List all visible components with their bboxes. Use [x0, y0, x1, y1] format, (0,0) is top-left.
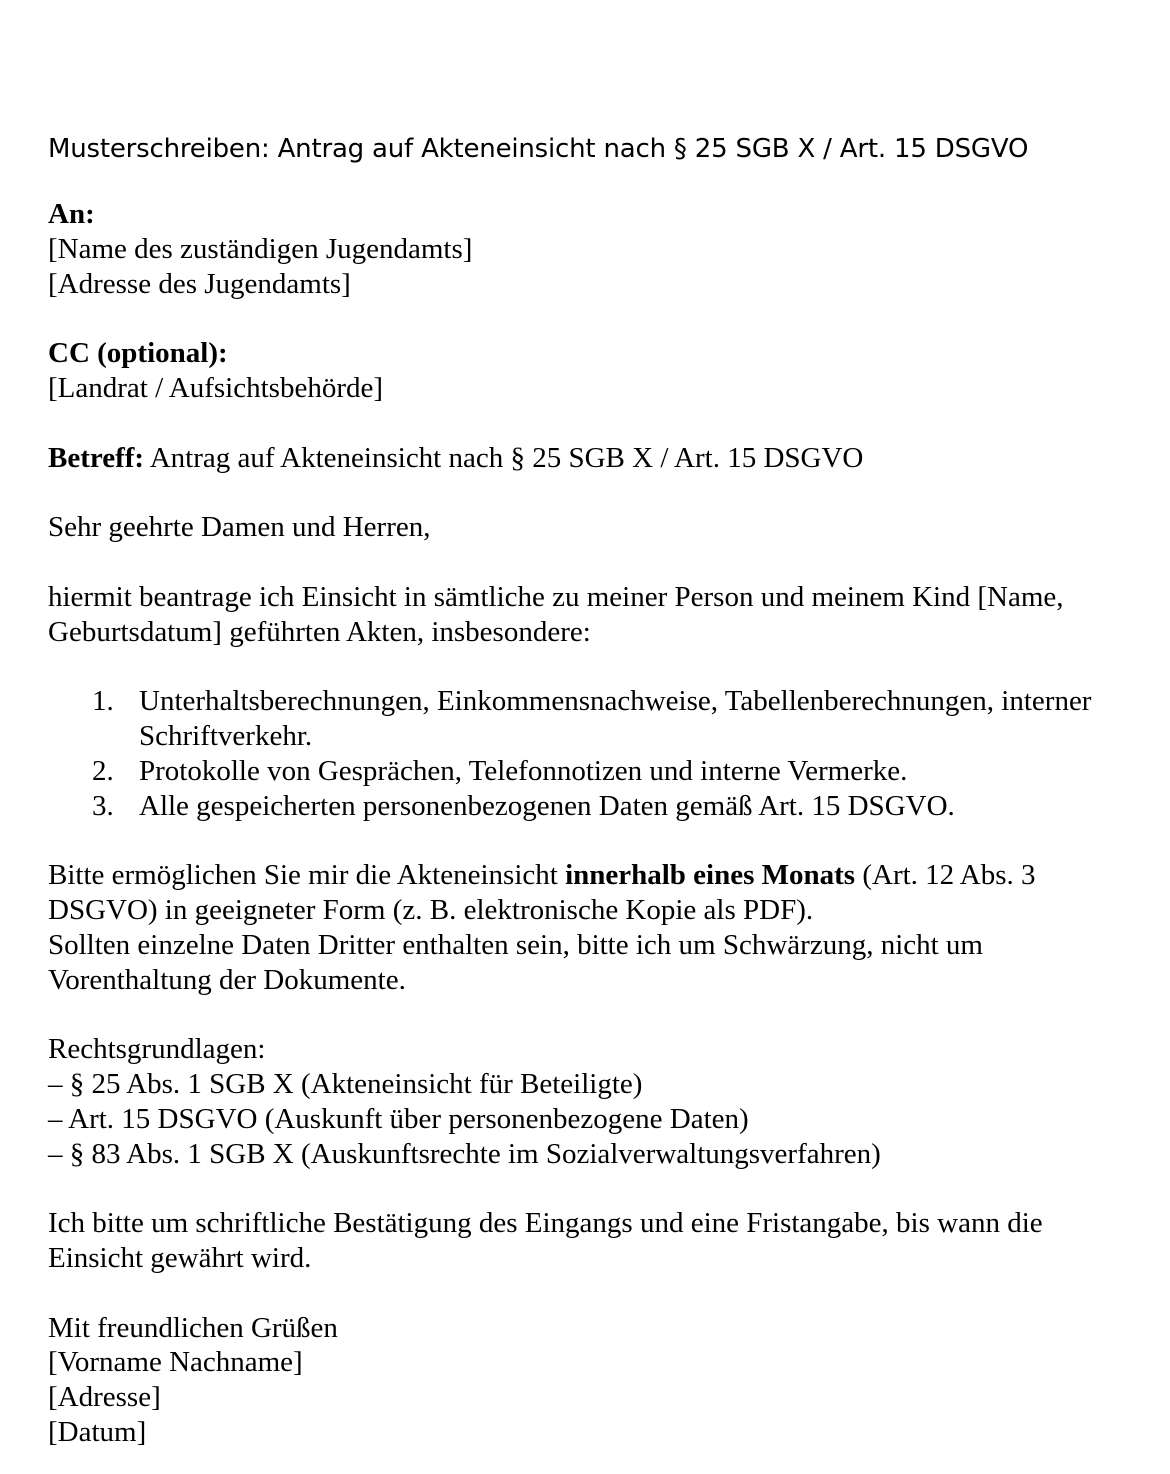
letter-body: [48, 172, 1148, 1450]
request-line: Sollten einzelne Daten Dritter enthalten sein, bitte ich um Schwärzung, nicht um: [48, 928, 983, 961]
legal-basis-label: Rechtsgrundlagen:: [48, 1033, 266, 1066]
document-title: Musterschreiben: Antrag auf Akteneinsicht nach § 25 SGB X / Art. 15 DSGVO: [48, 134, 1029, 164]
list-item: [48, 684, 1148, 754]
request-line: Vorenthaltung der Dokumente.: [48, 963, 406, 996]
request-paragraph: [48, 858, 1148, 997]
closing-greeting: Mit freundlichen Grüßen: [48, 1311, 338, 1344]
request-text: Bitte ermöglichen Sie mir die Akteneinsicht: [48, 859, 566, 892]
cc-label: CC (optional):: [48, 337, 228, 370]
list-number: 2.: [92, 754, 114, 787]
closing-request-paragraph: [48, 1206, 1148, 1276]
document-request-list: [48, 684, 1148, 823]
request-text: (Art. 12 Abs. 3: [855, 859, 1036, 892]
recipient-name: [Name des zuständigen Jugendamts]: [48, 232, 473, 265]
list-item: [48, 789, 1148, 824]
subject-text: Antrag auf Akteneinsicht nach § 25 SGB X / Art. 15 DSGVO: [144, 441, 864, 474]
request-line: DSGVO) in geeigneter Form (z. B. elektronische Kopie als PDF).: [48, 893, 814, 926]
list-item: [48, 754, 1148, 789]
intro-line: hiermit beantrage ich Einsicht in sämtliche zu meiner Person und meinem Kind [Name,: [48, 580, 1064, 613]
list-number: 1.: [92, 685, 114, 718]
recipient-address: [Adresse des Jugendamts]: [48, 267, 351, 300]
intro-paragraph: [48, 580, 1148, 650]
closing-line: Ich bitte um schriftliche Bestätigung des Eingangs und eine Fristangabe, bis wann die: [48, 1207, 1043, 1240]
closing-line: Einsicht gewährt wird.: [48, 1241, 312, 1274]
letter-document: [48, 126, 1148, 1450]
list-number: 3.: [92, 789, 114, 822]
recipient-block: [48, 197, 1148, 301]
list-item-text: Alle gespeicherten personenbezogenen Daten gemäß Art. 15 DSGVO.: [139, 789, 955, 822]
cc-recipient: [Landrat / Aufsichtsbehörde]: [48, 371, 384, 404]
legal-basis-block: [48, 1032, 1148, 1171]
sender-address: [Adresse]: [48, 1381, 161, 1414]
list-item-text: Unterhaltsberechnungen, Einkommensnachweise, Tabellenberechnungen, interner: [139, 685, 1092, 718]
intro-line: Geburtsdatum] geführten Akten, insbesondere:: [48, 615, 591, 648]
recipient-label: An:: [48, 198, 95, 230]
signature-block: [48, 1311, 1148, 1450]
subject-line: [48, 441, 1148, 476]
sender-name: [Vorname Nachname]: [48, 1346, 303, 1379]
legal-basis-item: – § 25 Abs. 1 SGB X (Akteneinsicht für Beteiligte): [48, 1067, 643, 1100]
letter-date: [Datum]: [48, 1415, 147, 1448]
cc-block: [48, 336, 1148, 406]
deadline-emphasis: innerhalb eines Monats: [565, 859, 856, 892]
legal-basis-item: – § 83 Abs. 1 SGB X (Auskunftsrechte im Sozialverwaltungsverfahren): [48, 1137, 881, 1170]
legal-basis-item: – Art. 15 DSGVO (Auskunft über personenbezogene Daten): [48, 1102, 749, 1135]
list-item-text: Protokolle von Gesprächen, Telefonnotizen und interne Vermerke.: [139, 754, 908, 787]
list-item-text: Schriftverkehr.: [139, 719, 313, 752]
subject-label: Betreff:: [48, 441, 145, 474]
salutation: Sehr geehrte Damen und Herren,: [48, 511, 431, 544]
